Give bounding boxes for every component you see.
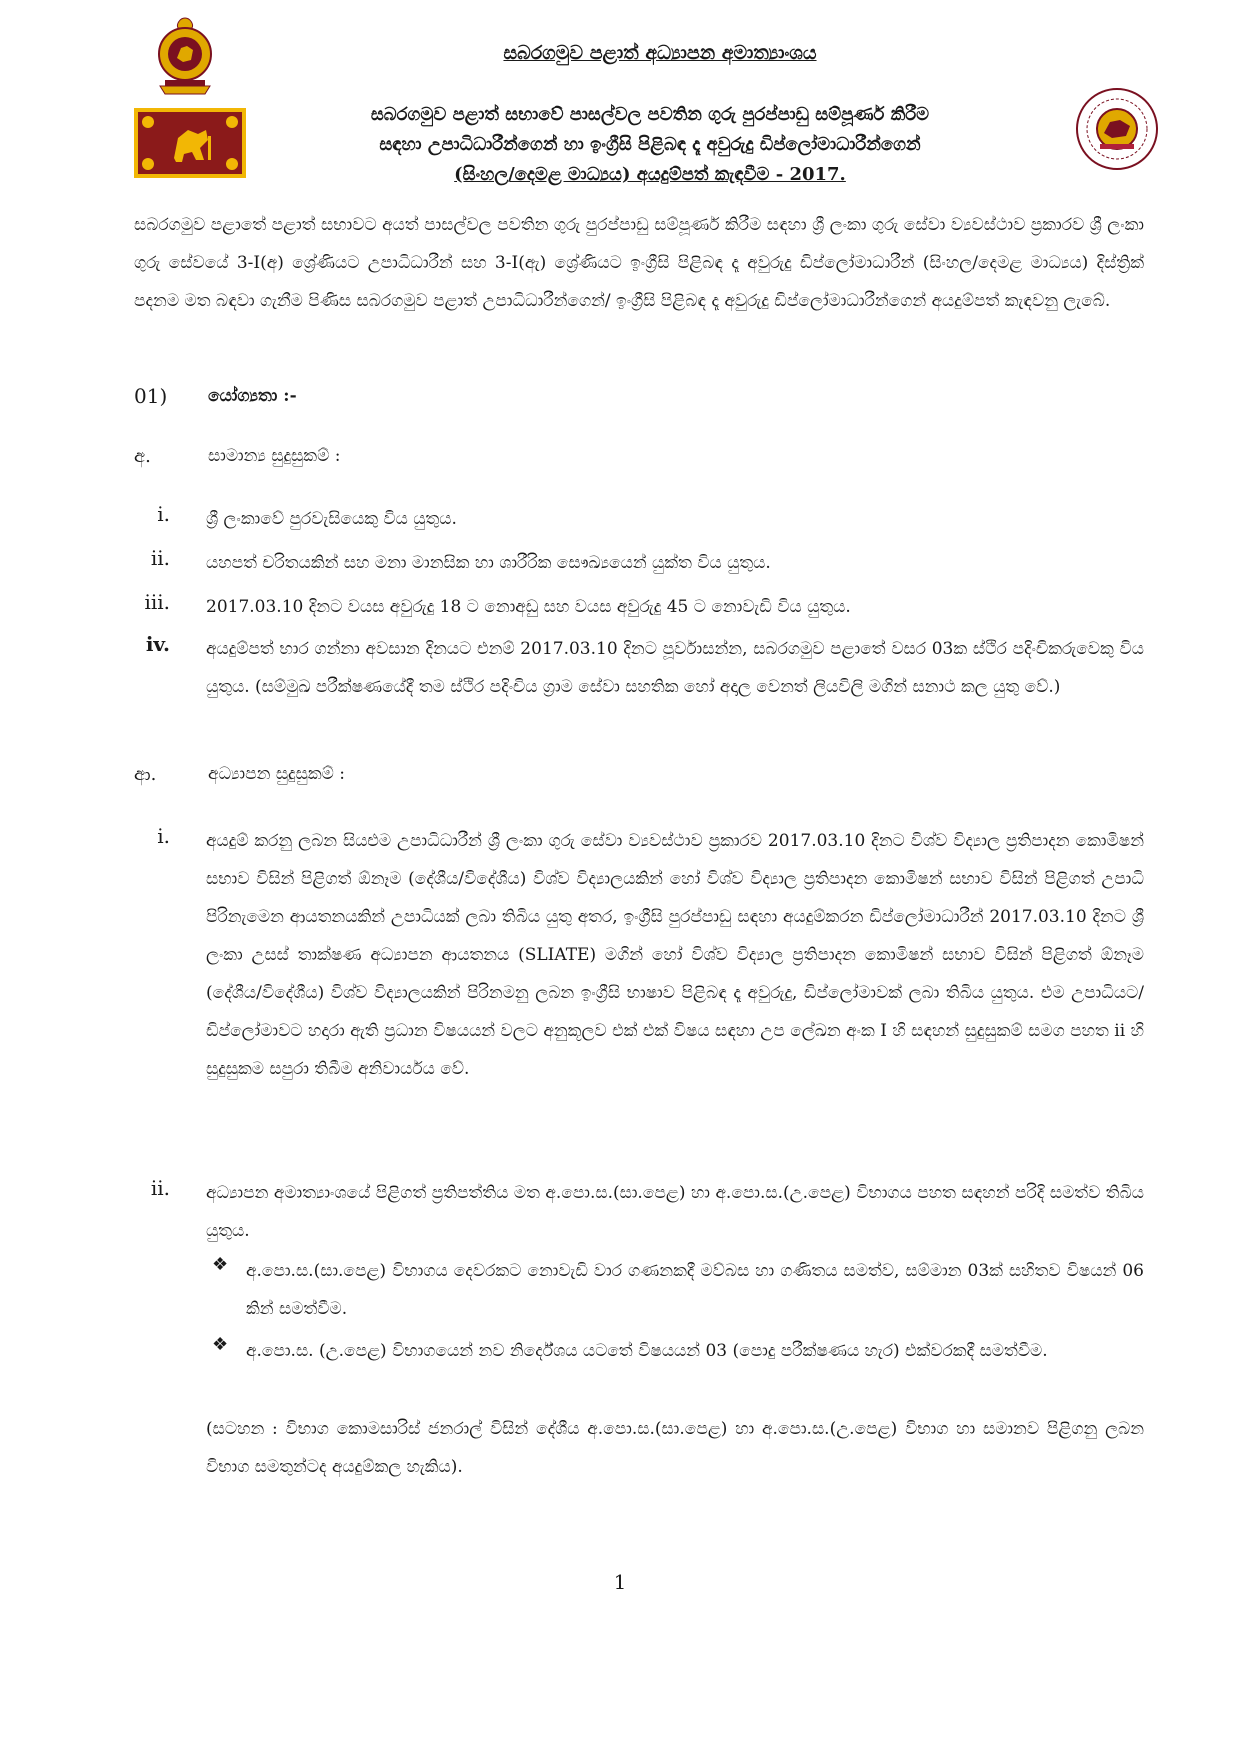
intro-paragraph: සබරගමුව පළාතේ පළාත් සභාවට අයත් පාසල්වල පවතින ගුරු පුරප්පාඩු සම්පූර්ණ කිරීම සඳහා ශ්‍රී ලංකා ගුරු සේවා ව්‍යවස්ථාව ප්‍රකාරව ශ්‍රී ලංකා ගුරු සේවයේ 3-I(අ) ශ්‍රේණියට උපාධිධාරීන් සහ 3-I(ඇ) ශ්‍රේණියට ඉංග්‍රීසි පිළිබඳ දෑ අවුරුදු ඩිප්ලෝමාධාරීන් (සිංහල/දෙමළ මාධ්‍යය) දිස්ත්‍රික් පදනම මත බඳවා ගැනීම පිණිස සබරගමුව පළාත් උපාධිධාරීන්ගෙන්/ ඉංග්‍රීසි පිළිබඳ දෑ අවුරුදු ඩිප්ලෝමාධාරීන්ගෙන් අයදුම්පත් කැඳවනු ලැබේ. [134, 215, 1144, 311]
national-emblem-icon [150, 14, 220, 96]
ministry-title: සබරගමුව පළාත් අධ්‍යාපන අමාත්‍යාංශය [503, 42, 817, 64]
subsection-aa-label: ආ. [134, 764, 157, 785]
general-item-number: ii. [150, 546, 170, 570]
general-item-number: iv. [145, 632, 170, 656]
general-item-text: ශ්‍රී ලංකාවේ පුරවැසියෙකු විය යුතුය. [206, 509, 457, 529]
general-item-number: iii. [144, 590, 170, 614]
subsection-a-label: අ. [134, 446, 151, 467]
education-item-number: i. [157, 824, 170, 848]
subsection-a-title: සාමාන්‍ය සුදුසුකම් : [208, 446, 341, 466]
sri-lanka-flag-icon [134, 108, 246, 178]
notice-title-line-3-text: (සිංහල/දෙමළ මාධ්‍යය) අයදුම්පත් කැඳවීම - 2017. [454, 164, 846, 185]
subsection-aa-title: අධ්‍යාපන සුදුසුකම් : [208, 764, 345, 784]
education-item-text: අධ්‍යාපන අමාත්‍යාංශයේ පිළිගත් ප්‍රතිපත්තිය මත අ.පො.ස.(සා.පෙළ) හා අ.පො.ස.(උ.පෙළ) විභාගය පහත සඳහන් පරිදි සමත්ව තිබිය යුතුය. [206, 1183, 1144, 1241]
education-item-text: අයදුම් කරනු ලබන සියළුම උපාධිධාරීන් ශ්‍රී ලංකා ගුරු සේවා ව්‍යවස්ථාව ප්‍රකාරව 2017.03.10 දිනට විශ්ව විද්‍යාල ප්‍රතිපාදන කොමිෂන් සභාව විසින් පිළිගත් ඕනෑම (දේශීය/විදේශීය) විශ්ව විද්‍යාලයකින් හෝ විශ්ව විද්‍යාල ප්‍රතිපාදන කොමිෂන් සභාව විසින් පිළිගත් උපාධි පිරිනැමෙන ආයතනයකින් උපාධියක් ලබා තිබිය යුතු අතර, ඉංග්‍රීසි පුරප්පාඩු සඳහා අයදුම්කරන ඩිප්ලෝමාධාරීන් 2017.03.10 දිනට ශ්‍රී ලංකා උසස් තාක්ෂණ අධ්‍යාපන ආයතනය (SLIATE) මගින් හෝ විශ්ව විද්‍යාල ප්‍රතිපාදන කොමිෂන් සභාව විසින් පිළිගත් ඕනෑම (දේශීය/විදේශීය) විශ්ව විද්‍යාලයකින් පිරිනමනු ලබන ඉංග්‍රීසි භාෂාව පිළිබඳ දෑ අවුරුදු, ඩිප්ලෝමාවක් ලබා තිබිය යුතුය. එම උපාධියට/ඩිප්ලෝමාවට හදාරා ඇති ප්‍රධාන විෂයයන් වලට අනුකූලව එක් එක් විෂය සඳහා උප ලේඛන අංක I හි සඳහන් සුදුසුකම් සමග පහත ii හි සුදුසුකම සපුරා තිබීම අනිවාර්යය වේ. [206, 831, 1144, 1079]
note-text: (සටහන : විභාග කොමසාරිස් ජනරාල් විසින් දේශීය අ.පො.ස.(සා.පෙළ) හා අ.පො.ස.(උ.පෙළ) විභාග හා සමානව පිළිගනු ලබන විභාග සමතුන්ටද අයදුම්කල හැකිය). [206, 1419, 1144, 1477]
notice-title-line-2: සඳහා උපාධිධාරීන්ගෙන් හා ඉංග්‍රීසි පිළිබඳ දෑ අවුරුදු ඩිප්ලෝමාධාරීන්ගෙන් [379, 134, 921, 155]
provincial-seal-icon [1074, 86, 1160, 172]
notice-title-line-3 [270, 160, 1030, 190]
page-number: 1 [613, 1570, 627, 1594]
general-item-text: 2017.03.10 දිනට වයස අවුරුදු 18 ට නොඅඩු සහ වයස අවුරුදු 45 ට නොවැඩි විය යුතුය. [206, 597, 851, 617]
general-item-number: i. [157, 502, 170, 526]
notice-title [270, 100, 1030, 190]
notice-title-line-1: සබරගමුව පළාත් සභාවේ පාසල්වල පවතින ගුරු පුරප්පාඩු සම්පූර්ණ කිරීම [370, 104, 930, 125]
section-title: යෝග්‍යතා :- [208, 386, 297, 406]
bullet-text: අ.පො.ස. (උ.පෙළ) විභාගයෙන් නව නිර්දේශය යටතේ විෂයයන් 03 (පොදු පරීක්ෂණය හැර) එක්වරකදී සමත්වීම. [246, 1341, 1048, 1361]
bullet-text: අ.පො.ස.(සා.පෙළ) විභාගය දෙවරකට නොවැඩි වාර ගණනකදී මව්බස හා ගණිතය සමත්ව, සම්මාන 03ක් සහිතව විෂයන් 06 කින් සමත්වීම. [246, 1261, 1144, 1319]
education-item-number: ii. [150, 1176, 170, 1200]
general-item-text: අයදුම්පත් භාර ගන්නා අවසාන දිනයට එනම් 2017.03.10 දිනට පූර්වාසන්න, සබරගමුව පළාතේ වසර 03ක ස්ථිර පදිංචිකරුවෙකු විය යුතුය. (සම්මුඛ පරීක්ෂණයේදී තම ස්ථිර පදිංචිය ග්‍රාම සේවා සහතික හෝ අදාල වෙනත් ලියවිලි මගින් සනාථ කල යුතු වේ.) [206, 639, 1144, 697]
diamond-bullet-icon: ❖ [212, 1254, 229, 1275]
section-number: 01) [134, 384, 168, 408]
general-item-text: යහපත් චරිතයකින් සහ මනා මානසික හා ශාරීරික සෞඛ්‍යයෙන් යුක්ත විය යුතුය. [206, 553, 771, 573]
diamond-bullet-icon: ❖ [212, 1334, 229, 1355]
